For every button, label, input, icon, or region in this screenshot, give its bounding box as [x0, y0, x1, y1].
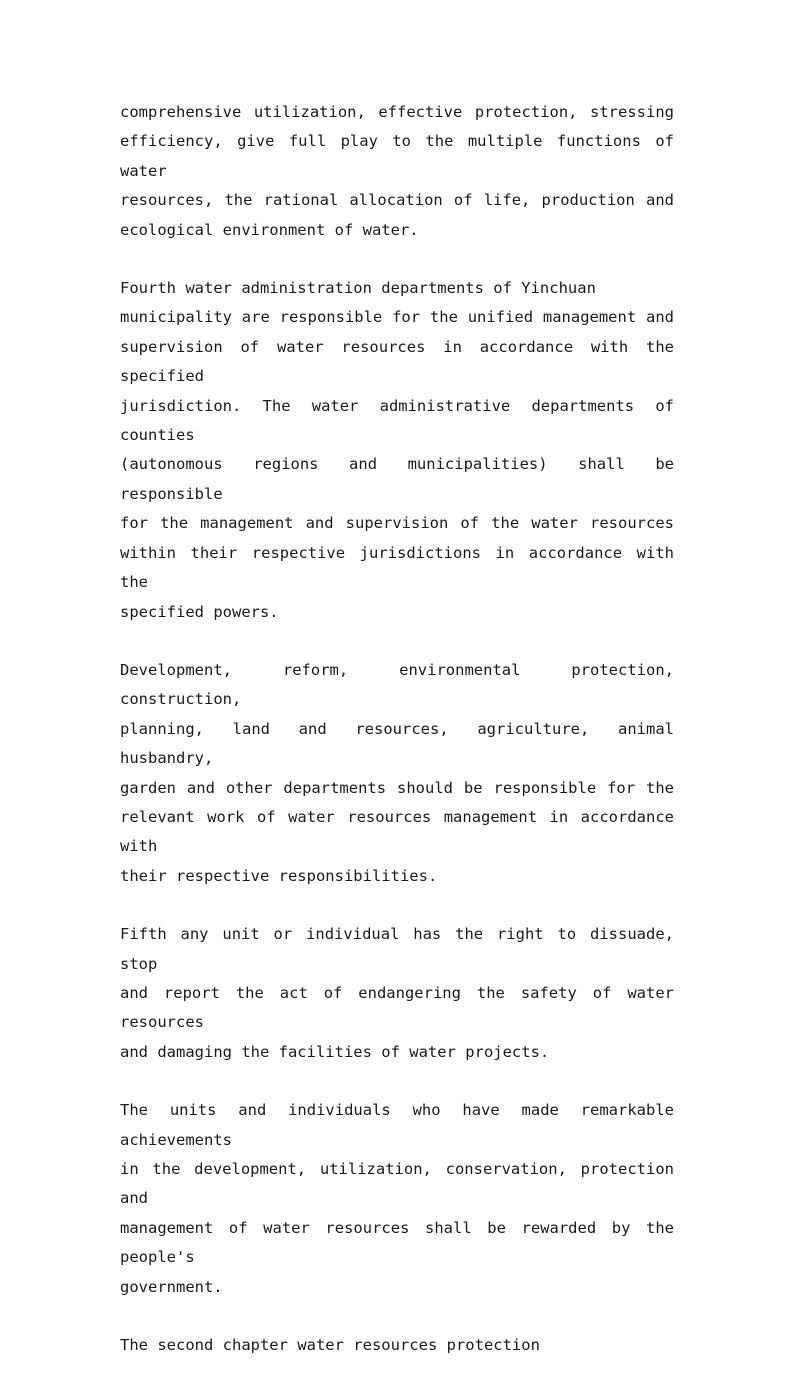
- paragraph-comprehensive-utilization: [120, 98, 674, 245]
- text-line: The units and individuals who have made remarkable achievements: [120, 1101, 674, 1149]
- text-line: Development, reform, environmental protection, construction,: [120, 660, 674, 709]
- paragraph-fourth-article: [120, 274, 674, 627]
- document-page: [120, 98, 674, 1389]
- text-line: for the management and supervision of the water resources: [120, 514, 674, 533]
- text-line: (autonomous regions and municipalities) shall be responsible: [120, 455, 674, 503]
- text-line: garden and other departments should be responsible for the: [120, 778, 674, 797]
- paragraph-rewards: [120, 1096, 674, 1302]
- text-line: efficiency, give full play to the multiple functions of water: [120, 132, 674, 180]
- text-line: jurisdiction. The water administrative departments of counties: [120, 396, 674, 445]
- text-line: The second chapter water resources protection: [120, 1336, 540, 1355]
- text-line: their respective responsibilities.: [120, 866, 438, 885]
- text-line: comprehensive utilization, effective protection, stressing: [120, 103, 674, 121]
- chapter-heading: [120, 1331, 674, 1360]
- text-line: and damaging the facilities of water projects.: [120, 1042, 550, 1061]
- text-line: in the development, utilization, conservation, protection and: [120, 1160, 674, 1208]
- paragraph-departments: [120, 656, 674, 891]
- text-line: specified powers.: [120, 602, 279, 621]
- paragraph-fifth-article: [120, 920, 674, 1067]
- text-line: resources, the rational allocation of life, production and: [120, 191, 674, 210]
- text-line: and report the act of endangering the safety of water resources: [120, 983, 674, 1032]
- text-line: management of water resources shall be rewarded by the people's: [120, 1218, 674, 1267]
- text-line: Fifth any unit or individual has the right to dissuade, stop: [120, 925, 674, 973]
- text-line: ecological environment of water.: [120, 220, 419, 239]
- text-line: government.: [120, 1277, 223, 1296]
- text-line: planning, land and resources, agriculture, animal husbandry,: [120, 719, 674, 768]
- text-line: municipality are responsible for the unified management and: [120, 308, 674, 327]
- text-line: relevant work of water resources management in accordance with: [120, 807, 674, 856]
- text-line: Fourth water administration departments of Yinchuan: [120, 279, 596, 298]
- text-line: supervision of water resources in accordance with the specified: [120, 337, 674, 386]
- text-line: within their respective jurisdictions in accordance with the: [120, 543, 674, 592]
